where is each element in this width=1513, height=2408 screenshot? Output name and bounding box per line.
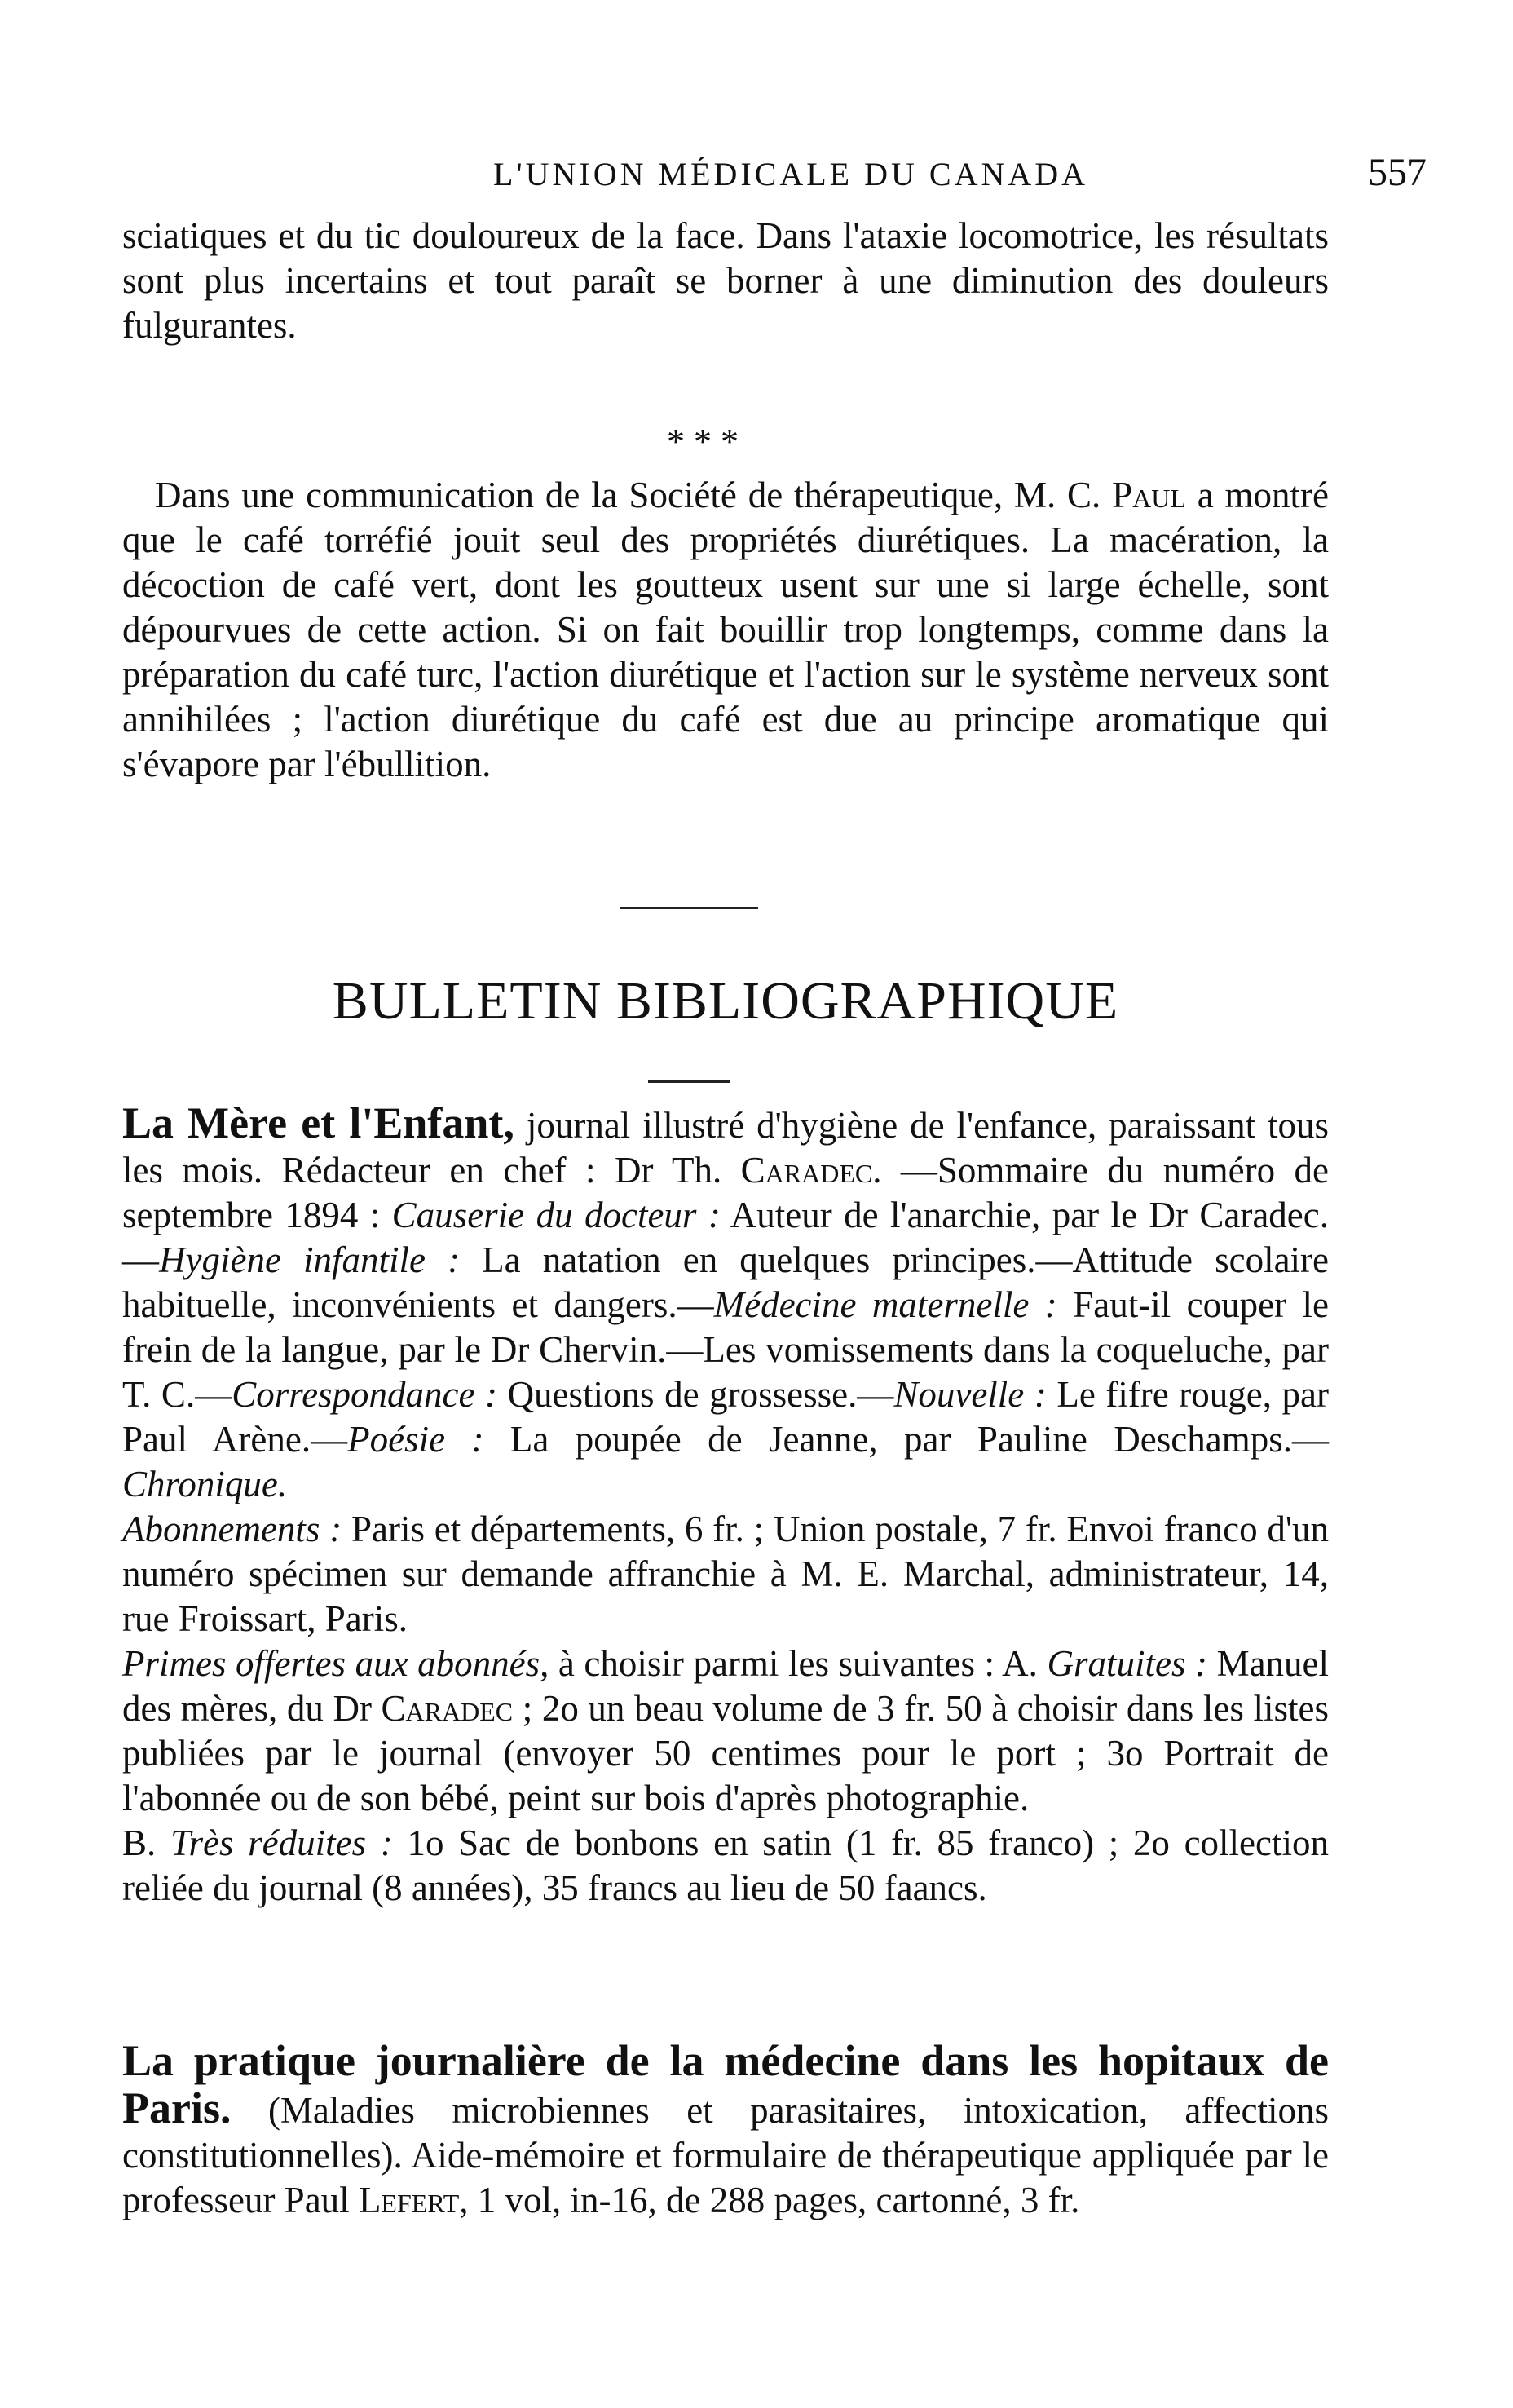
abonnements-paragraph [122,1507,1329,1641]
rubric-text: Auteur de l'anarchie, par le Dr Caradec.— [122,1195,1329,1280]
rubric: Causerie du docteur : [391,1195,721,1235]
bibliography-entry-2 [122,2036,1329,2223]
entry-text: 1 vol, in-16, de 288 pages, cartonné, 3 fr. [477,2180,1080,2220]
entry-title: La pratique journalière de la médecine dans les hopitaux de Paris. [122,2036,1329,2132]
paragraph-text: sciatiques et du tic douloureux de la face. Dans l'ataxie locomotrice, les résultats sont plus incertains et tout paraît se borner à une diminution des douleurs fulgurantes. [122,215,1329,346]
primes-text: à choisir parmi les suivantes : [558,1643,995,1684]
rubric: Poésie : [347,1419,484,1460]
abonnements-text: Paris et départements, 6 fr. ; Union postale, 7 fr. Envoi franco d'un numéro spécimen sur demande affranchie à M. E. Marchal, administrateur, 14, rue Froissart, Paris. [122,1509,1329,1639]
author-name: Lefert, [358,2180,469,2220]
paragraph-rest: a montré que le café torréfié jouit seul des propriétés diurétiques. La macération, la décoction de café vert, dont les goutteux usent sur une si large échelle, sont dépourvues de cette action. Si on fait bouillir trop longtemps, comme dans la préparation du café turc, l'action diurétique et l'action sur le système nerveux sont annihilées ; l'action diurétique du café est due au principe aromatique qui s'évapore par l'ébullition. [122,475,1330,784]
rubric-text: La poupée de Jeanne, par Pauline Deschamps.— [509,1419,1329,1460]
page-number: 557 [1368,151,1427,194]
rubric: Chronique. [122,1464,288,1504]
rubric-text: La natation en quelques principes.—Attitude scolaire habituelle, inconvénients et dangers.— [122,1239,1330,1325]
option-b-label: Très réduites : [170,1823,393,1863]
section-title: BULLETIN BIBLIOGRAPHIQUE [332,971,1119,1031]
paragraph-text [122,473,1329,787]
rubric-text: Faut-il couper le frein de la langue, par le Dr Chervin.—Les vomissements dans la coqueluche, par T. C.— [122,1284,1330,1415]
asterism-separator: * * * [667,422,739,462]
sommaire-lead: —Sommaire du numéro de septembre 1894 : [122,1150,1330,1235]
author-name: Caradec [381,1688,514,1729]
paragraph-lead: Dans une communication de la Société de thérapeutique, M. C. [155,475,1101,515]
rubric-text: Questions de grossesse.— [507,1374,894,1415]
option-a-text: ; 2o un beau volume de 3 fr. 50 à choisir dans les listes publiées par le journal (envoyer 50 centimes pour le port ; 3o Portrait de l'abonnée ou de son bébé, peint sur bois d'après photographie. [122,1688,1329,1818]
option-b-paragraph [122,1821,1329,1911]
primes-paragraph [122,1641,1329,1821]
rubric-text: Le fifre rouge, par Paul Arène.— [122,1374,1329,1460]
entry-title: La Mère et l'Enfant, [122,1098,514,1147]
option-a-lead: A. [1002,1643,1038,1684]
rubric: Médecine maternelle : [713,1284,1057,1325]
title-underline [648,1080,730,1083]
page-header [122,151,1427,204]
running-title: L'UNION MÉDICALE DU CANADA [492,156,1089,192]
option-a-label: Gratuites : [1047,1643,1207,1684]
editor-name: Caradec. [740,1150,882,1191]
option-b-text: 1o Sac de bonbons en satin (1 fr. 85 franco) ; 2o collection reliée du journal (8 années), 35 francs au lieu de 50 faancs. [122,1823,1329,1908]
entry-text: (Maladies microbiennes et parasitaires, intoxication, affections constitutionnelles). Aide-mémoire et formulaire de thérapeutique appliquée par le professeur Paul [122,2090,1329,2220]
cafe-paragraph [122,473,1329,787]
rubric: Nouvelle : [893,1374,1047,1415]
abonnements-label: Abonnements : [122,1509,342,1549]
primes-label: Primes offertes aux abonnés, [122,1643,549,1684]
author-name: Paul [1112,475,1186,515]
entry-paragraph [122,2036,1329,2223]
continued-paragraph [122,214,1329,348]
option-a-text: Manuel des mères, du Dr [122,1643,1330,1729]
option-b-lead: B. [122,1823,157,1863]
entry-paragraph [122,1098,1330,1507]
rubric: Correspondance : [232,1374,498,1415]
entry-intro: journal illustré d'hygiène de l'enfance, paraissant tous les mois. Rédacteur en chef : Dr Th. [122,1105,1329,1191]
rubric: Hygiène infantile : [159,1239,461,1280]
bibliography-entry-1 [122,1098,1330,1911]
section-divider [620,907,758,909]
